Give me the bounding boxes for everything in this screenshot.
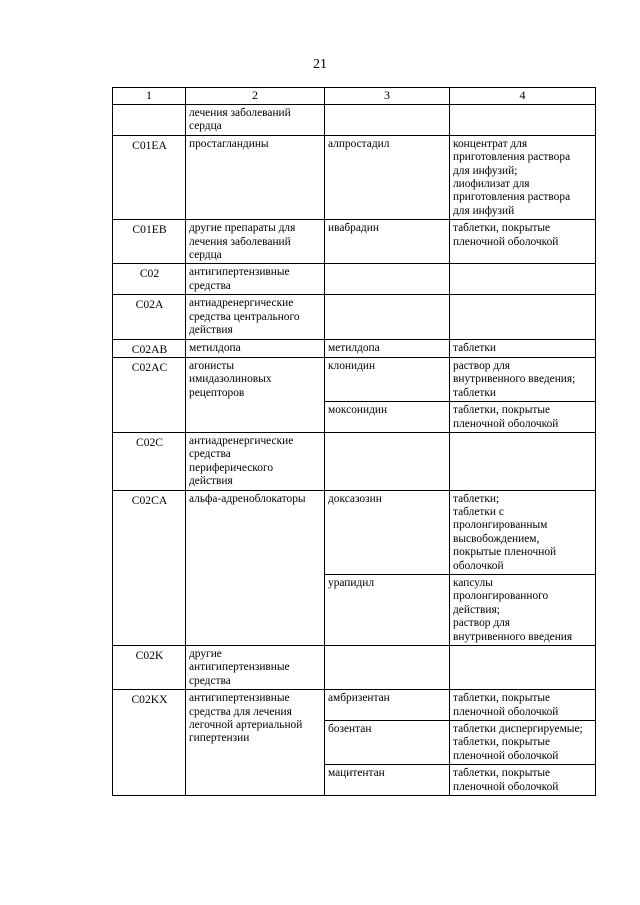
anatomical-group-cell: другие препараты для лечения заболеваний сердца — [186, 220, 325, 264]
anatomical-group-cell: лечения заболеваний сердца — [186, 105, 325, 136]
table-row — [113, 357, 596, 401]
dosage-form-cell — [450, 295, 596, 339]
substance-name-cell: метилдопа — [325, 339, 450, 357]
dosage-form-cell: таблетки диспергируемые; таблетки, покрытые пленочной оболочкой — [450, 721, 596, 765]
atc-code-cell: C02C — [113, 432, 186, 490]
atc-code-cell: C02KX — [113, 690, 186, 796]
table-row — [113, 432, 596, 490]
substance-name-cell: урапидил — [325, 575, 450, 646]
substance-name-cell — [325, 432, 450, 490]
substance-name-cell — [325, 646, 450, 690]
table-row — [113, 490, 596, 574]
atc-code-cell — [113, 105, 186, 136]
dosage-form-cell: таблетки; таблетки с пролонгированным высвобождением, покрытые пленочной оболочкой — [450, 490, 596, 574]
dosage-form-cell: таблетки, покрытые пленочной оболочкой — [450, 402, 596, 433]
dosage-form-cell — [450, 432, 596, 490]
dosage-form-cell: концентрат для приготовления раствора для инфузий; лиофилизат для приготовления раствора для инфузий — [450, 135, 596, 219]
drug-table — [112, 87, 596, 796]
dosage-form-cell — [450, 264, 596, 295]
dosage-form-cell: раствор для внутривенного введения; таблетки — [450, 357, 596, 401]
substance-name-cell: ивабрадин — [325, 220, 450, 264]
dosage-form-cell: таблетки, покрытые пленочной оболочкой — [450, 220, 596, 264]
dosage-form-cell: таблетки — [450, 339, 596, 357]
table-row — [113, 690, 596, 721]
table-row — [113, 135, 596, 219]
substance-name-cell — [325, 105, 450, 136]
table-body — [113, 105, 596, 796]
dosage-form-cell — [450, 105, 596, 136]
anatomical-group-cell: простагландины — [186, 135, 325, 219]
table-row — [113, 105, 596, 136]
substance-name-cell: клонидин — [325, 357, 450, 401]
substance-name-cell — [325, 264, 450, 295]
substance-name-cell: амбризентан — [325, 690, 450, 721]
dosage-form-cell: таблетки, покрытые пленочной оболочкой — [450, 765, 596, 796]
substance-name-cell — [325, 295, 450, 339]
column-header: 1 — [113, 88, 186, 105]
column-header: 3 — [325, 88, 450, 105]
page-number: 21 — [313, 57, 327, 72]
anatomical-group-cell: антиадренергические средства периферического действия — [186, 432, 325, 490]
anatomical-group-cell: метилдопа — [186, 339, 325, 357]
substance-name-cell: доксазозин — [325, 490, 450, 574]
table-row — [113, 220, 596, 264]
anatomical-group-cell: антигипертензивные средства для лечения легочной артериальной гипертензии — [186, 690, 325, 796]
table-row — [113, 264, 596, 295]
dosage-form-cell: таблетки, покрытые пленочной оболочкой — [450, 690, 596, 721]
atc-code-cell: C02CA — [113, 490, 186, 645]
anatomical-group-cell: агонисты имидазолиновых рецепторов — [186, 357, 325, 432]
atc-code-cell: C02A — [113, 295, 186, 339]
table-row — [113, 339, 596, 357]
atc-code-cell: C02K — [113, 646, 186, 690]
substance-name-cell: моксонидин — [325, 402, 450, 433]
column-header: 2 — [186, 88, 325, 105]
atc-code-cell: C01EA — [113, 135, 186, 219]
dosage-form-cell — [450, 646, 596, 690]
atc-code-cell: C02AB — [113, 339, 186, 357]
anatomical-group-cell: альфа-адреноблокаторы — [186, 490, 325, 645]
anatomical-group-cell: антигипертензивные средства — [186, 264, 325, 295]
table-row — [113, 295, 596, 339]
dosage-form-cell: капсулы пролонгированного действия; раствор для внутривенного введения — [450, 575, 596, 646]
table-row — [113, 646, 596, 690]
anatomical-group-cell: другие антигипертензивные средства — [186, 646, 325, 690]
column-header: 4 — [450, 88, 596, 105]
substance-name-cell: алпростадил — [325, 135, 450, 219]
table-header-row — [113, 88, 596, 105]
substance-name-cell: бозентан — [325, 721, 450, 765]
atc-code-cell: C02 — [113, 264, 186, 295]
anatomical-group-cell: антиадренергические средства центрального действия — [186, 295, 325, 339]
atc-code-cell: C01EB — [113, 220, 186, 264]
atc-code-cell: C02AC — [113, 357, 186, 432]
substance-name-cell: мацитентан — [325, 765, 450, 796]
